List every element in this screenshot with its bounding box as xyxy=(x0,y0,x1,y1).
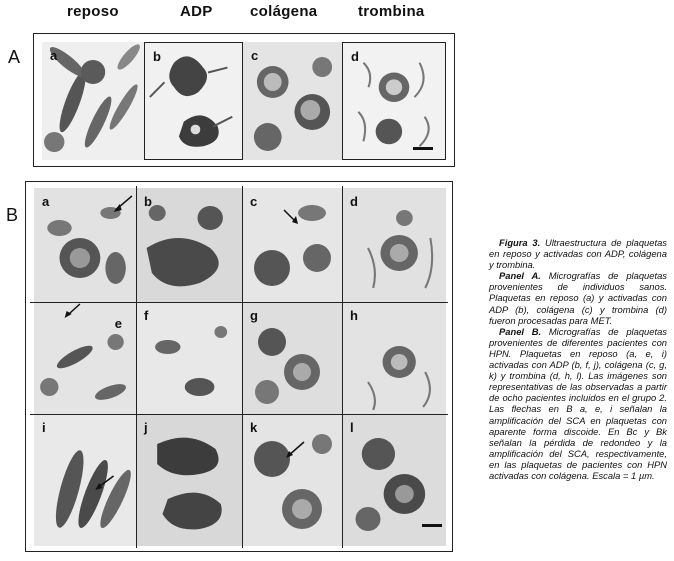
panel-a-label-b: b xyxy=(153,49,161,64)
panel-b-micrograph-g xyxy=(242,302,342,414)
panel-b-label-e: e xyxy=(114,316,122,331)
panel-b-micrograph-j xyxy=(136,414,242,546)
panel-b-label-l: l xyxy=(350,420,354,435)
panel-a-scale-bar xyxy=(413,147,433,150)
panel-b-gridline-v2 xyxy=(242,186,243,548)
column-header-adp: ADP xyxy=(180,3,213,20)
column-header-reposo: reposo xyxy=(67,3,119,20)
panel-b-label-k: k xyxy=(250,420,258,435)
panel-a-micrograph-d xyxy=(342,42,446,160)
caption-panel-a-label: Panel A. xyxy=(499,270,541,282)
panel-b-label-f: f xyxy=(144,308,149,323)
panel-a-label-d: d xyxy=(351,49,359,64)
caption-title-text: Ultraestructura de plaquetas en reposo y activadas con ADP, colágena y trombina. xyxy=(489,237,667,271)
panel-b-micrograph-b xyxy=(136,188,242,302)
panel-b-label-a: a xyxy=(42,194,50,209)
caption-panel-b-label: Panel B. xyxy=(499,325,542,337)
caption-panel-a-text: Micrografías de plaquetas provenientes de individuos sanos. Plaquetas en reposo (a) y activadas con ADP (b), colágena (c) y trombina (d) fueron procesadas para MET. xyxy=(489,270,667,326)
panel-b-label-c: c xyxy=(250,194,258,209)
column-header-trombina: trombina xyxy=(358,3,425,20)
panel-a-micrograph-b xyxy=(144,42,243,160)
panel-b-micrograph-a xyxy=(34,188,136,302)
panel-b-micrograph-k xyxy=(242,414,342,546)
panel-b-micrograph-c xyxy=(242,188,342,302)
panel-b-label-h: h xyxy=(350,308,358,323)
panel-b-micrograph-f xyxy=(136,302,242,414)
panel-b-micrograph-l xyxy=(342,414,446,546)
panel-b-gridline-v3 xyxy=(342,186,343,548)
panel-b-label-b: b xyxy=(144,194,152,209)
panel-b-label-g: g xyxy=(250,308,258,323)
panel-b-micrograph-h xyxy=(342,302,446,414)
panel-a-micrograph-c xyxy=(243,42,342,160)
panel-b-micrograph-e xyxy=(34,302,136,414)
panel-b-label-i: i xyxy=(42,420,46,435)
panel-a-label-c: c xyxy=(251,48,259,63)
panel-b-gridline-h1 xyxy=(30,302,448,303)
panel-b-gridline-h2 xyxy=(30,414,448,415)
panel-b-micrograph-d xyxy=(342,188,446,302)
panel-b-micrograph-i xyxy=(34,414,136,546)
column-header-colagena: colágena xyxy=(250,3,318,20)
panel-a-letter: A xyxy=(8,47,21,67)
figure-caption xyxy=(489,237,667,481)
caption-panel-b-text: Micrografías de plaquetas provenientes de diferentes pacientes con HPN. Plaquetas en reposo (a, e, i) activadas con ADP (b, f, j), colágena (c, g, k) y trombina (d, h, l). Las imágenes son representativas de las observadas a partir de ocho pacientes incluidos en el grupo 2. Las flechas en B a, e, i señalan la amplificación del SCA en plaquetas con aparente forma discoide. En Bc y Bk señalan la pérdida de redondeo y la amplificación del SCA, respectivamente, en las plaquetas de pacientes con HPN activadas con colágena. Escala = 1 µm. xyxy=(489,325,667,481)
panel-b-scale-bar xyxy=(422,524,442,527)
panel-b-letter: B xyxy=(6,205,19,225)
panel-b-label-d: d xyxy=(350,194,358,209)
panel-b-gridline-v1 xyxy=(136,186,137,548)
panel-b-label-j: j xyxy=(144,420,148,435)
panel-a-label-a: a xyxy=(50,48,58,63)
panel-a-micrograph-a xyxy=(42,42,144,160)
caption-title: Figura 3. xyxy=(499,237,541,248)
